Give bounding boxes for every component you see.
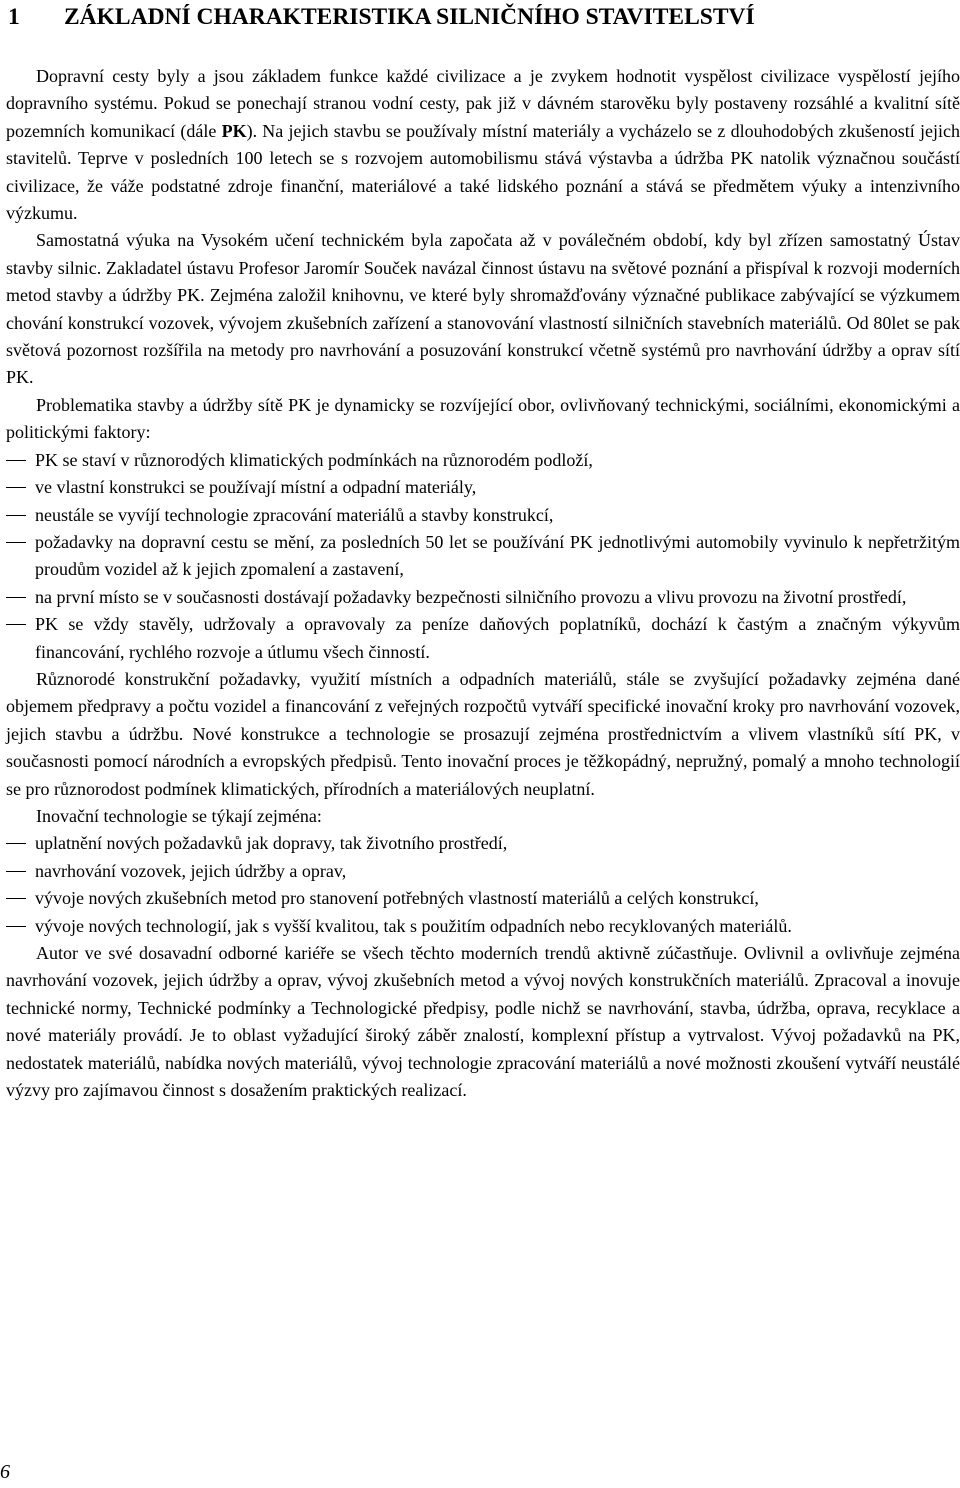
chapter-number: 1 (8, 4, 20, 30)
chapter-heading (8, 2, 958, 32)
paragraph-innovation-intro: Inovační technologie se týkají zejména: (36, 805, 322, 826)
list-item: vývoje nových technologií, jak s vyšší kvalitou, tak s použitím odpadních nebo recyklovaných materiálů. (6, 913, 960, 940)
paragraph-problematics: Problematika stavby a údržby sítě PK je dynamicky se rozvíjející obor, ovlivňovaný technickými, sociálními, ekonomickými a politickými faktory: (6, 394, 960, 443)
paragraph-intro (6, 63, 960, 227)
list-item: na první místo se v současnosti dostávají požadavky bezpečnosti silničního provozu a vlivu provozu na životní prostředí, (6, 584, 960, 611)
paragraph-intro-text-c: ). Na jejich stavbu se používaly místní materiály a vycházelo se z dlouhodobých zkušeností jejich stavitelů. Teprve v posledních 100 letech se s rozvojem automobilismu stává výstavba a údržba PK natolik význačnou součástí civilizace, že váže podstatné zdroje finanční, materiálové a také lidského poznání a stává se předmětem výuky a intenzivního výzkumu. (6, 120, 960, 224)
list-item: neustále se vyvíjí technologie zpracování materiálů a stavby konstrukcí, (6, 502, 960, 529)
innovation-list (6, 830, 960, 940)
chapter-title: ZÁKLADNÍ CHARAKTERISTIKA SILNIČNÍHO STAVITELSTVÍ (64, 4, 755, 30)
paragraph-history: Samostatná výuka na Vysokém učení technickém byla započata až v poválečném období, kdy byl zřízen samostatný Ústav stavby silnic. Zakladatel ústavu Profesor Jaromír Souček navázal činnost ústavu na světové poznání a přispíval k rozvoji moderních metod stavby a údržby PK. Zejména založil knihovnu, ve které byly shromažďovány význačné publikace zabývající se výzkumem chování konstrukcí vozovek, vývojem zkušebních zařízení a stanovování vlastností silničních stavebních materiálů. Od 80let se pak světová pozornost rozšířila na metody pro navrhování a posuzování konstrukcí včetně systémů pro navrhování údržby a oprav sítí PK. (6, 230, 960, 388)
paragraph-requirements: Různorodé konstrukční požadavky, využití místních a odpadních materiálů, stále se zvyšující požadavky zejména dané objemem předpravy a počtu vozidel a financování z veřejných rozpočtů vytváří specifické inovační kroky pro navrhování vozovek, jejich stavbu a údržbu. Nové konstrukce a technologie se prosazují zejména prostřednictvím a vlivem vlastníků sítí PK, v současnosti pomocí národních a evropských předpisů. Tento inovační proces je těžkopádný, nepružný, pomalý a mnoho technologií se pro různorodost podmínek klimatických, přírodních a materiálových neuplatní. (6, 668, 960, 799)
abbreviation-pk: PK (221, 120, 247, 141)
factors-list (6, 447, 960, 666)
list-item: PK se vždy stavěly, udržovaly a opravovaly za peníze daňových poplatníků, dochází k častým a značným výkyvům financování, rychlého rozvoje a útlumu všech činností. (6, 611, 960, 666)
chapter-body (6, 63, 960, 1104)
page-number: 6 (0, 1461, 10, 1483)
list-item: uplatnění nových požadavků jak dopravy, tak životního prostředí, (6, 830, 960, 857)
list-item: požadavky na dopravní cestu se mění, za posledních 50 let se používání PK jednotlivými automobily vyvinulo k nepřetržitým proudům vozidel až k jejich zpomalení a zastavení, (6, 529, 960, 584)
list-item: ve vlastní konstrukci se používají místní a odpadní materiály, (6, 474, 960, 501)
list-item: navrhování vozovek, jejich údržby a oprav, (6, 858, 960, 885)
paragraph-intro-text-a: Dopravní cesty byly a jsou základem funkce každé civilizace a je zvykem hodnotit vyspělost civilizace vyspělostí jejího dopravního systému. Pokud se ponechají stranou vodní cesty, pak již v dávném starověku byly postaveny rozsáhlé a kvalitní sítě pozemních komunikací (dále (6, 66, 960, 141)
list-item: vývoje nových zkušebních metod pro stanovení potřebných vlastností materiálů a celých konstrukcí, (6, 885, 960, 912)
list-item: PK se staví v různorodých klimatických podmínkách na různorodém podloží, (6, 447, 960, 474)
paragraph-author: Autor ve své dosavadní odborné kariéře se všech těchto moderních trendů aktivně zúčastňuje. Ovlivnil a ovlivňuje zejména navrhování vozovek, jejich údržby a oprav, vývoj zkušebních metod a vývoj nových konstrukčních materiálů. Zpracoval a inovuje technické normy, Technické podmínky a Technologické předpisy, podle nichž se navrhování, stavba, údržba, oprava, recyklace a nové materiály provádí. Je to oblast vyžadující široký záběr znalostí, komplexní přístup a vytrvalost. Vývoj požadavků na PK, nedostatek materiálů, nabídka nových materiálů, vývoj technologie zpracování materiálů a nové možnosti zkoušení vytváří neustálé výzvy pro zajímavou činnost s dosažením praktických realizací. (6, 943, 960, 1101)
